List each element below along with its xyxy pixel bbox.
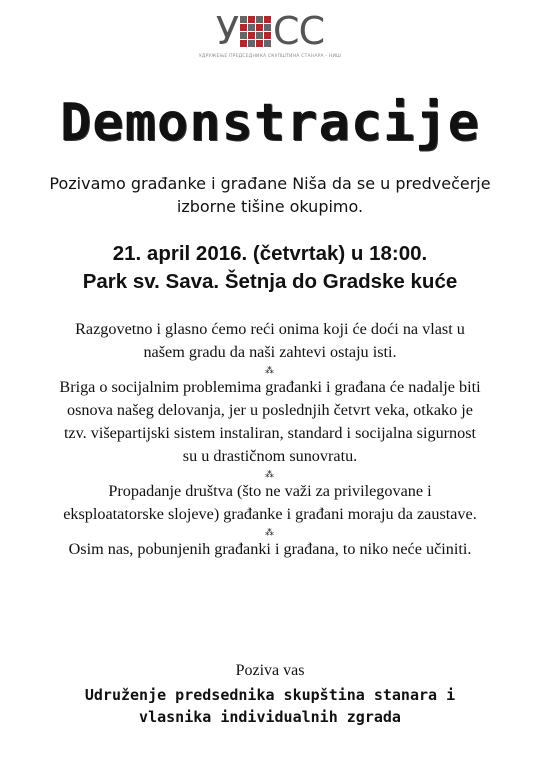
logo-subtitle: УДРУЖЕЊЕ ПРЕДСЕДНИКА СКУПШТИНА СТАНАРА - НИШ <box>198 54 342 59</box>
poster-title: Demonstracije <box>60 93 480 153</box>
logo-grid-icon <box>240 16 271 47</box>
logo <box>0 10 540 59</box>
organization-name <box>10 684 530 728</box>
invite-text: Poziva vas <box>235 662 305 679</box>
intro-text <box>20 172 520 218</box>
paragraph-4: Osim nas, pobunjenih građanki i građana, to niko neće učiniti. <box>68 540 472 558</box>
event-place: Park sv. Sava. Šetnja do Gradske kuće <box>82 270 458 293</box>
separator-asterism: ⁂ <box>265 527 275 537</box>
intro-line-2: izborne tišine okupimo. <box>176 197 364 216</box>
event-details <box>10 240 530 296</box>
separator-asterism: ⁂ <box>265 365 275 375</box>
intro-line-1: Pozivamo građanke i građane Niša da se u predvečerje <box>49 174 491 193</box>
logo-letter-left: У <box>215 9 239 53</box>
logo-letter-right: СС <box>273 9 325 53</box>
organization-line-1: Udruženje predsednika skupština stanara i <box>84 686 456 704</box>
event-datetime: 21. april 2016. (četvrtak) u 18:00. <box>112 242 428 265</box>
logo-mark <box>216 10 324 52</box>
paragraph-2: Briga o socijalnim problemima građanki i građana će nadalje biti osnova našeg delovanja, jer u poslednjih četvrt veka, otkako je tzv. višepartijski sistem instaliran, standard i socijalna sigurnost su u drastičnom sunovratu. <box>59 378 481 465</box>
paragraph-3: Propadanje društva (što ne važi za privilegovane i eksploatatorske slojeve) građanke i građani moraju da zaustave. <box>63 482 477 523</box>
separator-asterism: ⁂ <box>265 469 275 479</box>
organization-line-2: vlasnika individualnih zgrada <box>139 708 401 726</box>
body-text <box>10 318 530 561</box>
paragraph-1: Razgovetno i glasno ćemo reći onima koji će doći na vlast u našem gradu da naši zahtevi ostaju isti. <box>75 320 465 361</box>
